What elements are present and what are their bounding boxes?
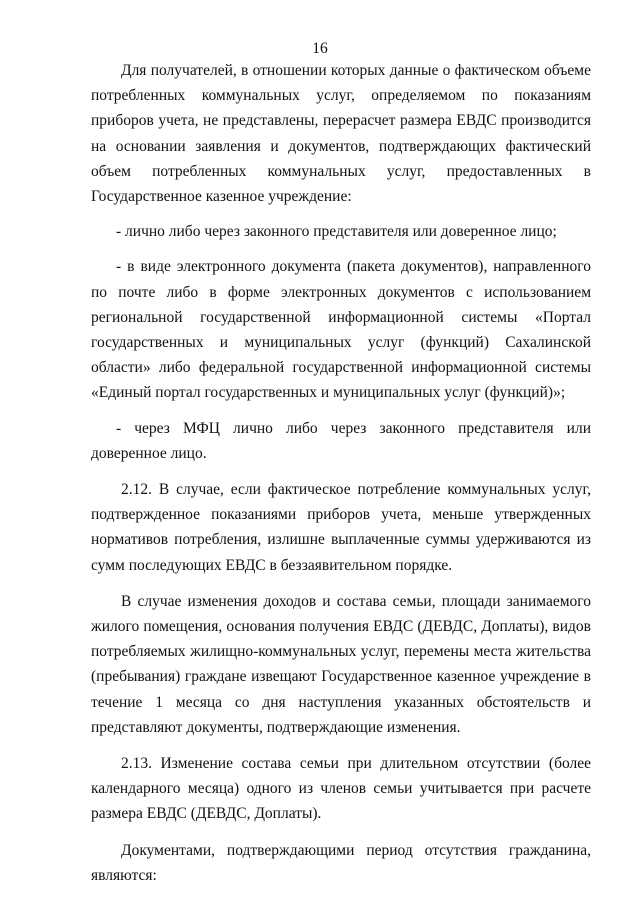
paragraph-2-13: 2.13. Изменение состава семьи при длительном отсутствии (более календарного месяца) одного из членов семьи учитывается при расчете размера ЕВДС (ДЕВДС, Доплаты). (91, 755, 591, 823)
list-item-mfc: - через МФЦ лично либо через законного представителя или доверенное лицо. (91, 419, 591, 462)
paragraph-recalculation: Для получателей, в отношении которых данные о фактическом объеме потребленных коммунальных услуг, определяемом по показаниям приборов учета, не представлены, перерасчет размера ЕВДС производится на основании заявления и документов, подтверждающих фактический объем потребленных коммунальных услуг, предоставленных в Государственное казенное учреждение: (91, 62, 591, 206)
paragraph-changes-notification: В случае изменения доходов и состава семьи, площади занимаемого жилого помещения, основания получения ЕВДС (ДЕВДС, Доплаты), видов потребляемых жилищно-коммунальных услуг, перемены места жительства (пребывания) граждане извещают Государственное казенное учреждение в течение 1 месяца со дня наступления указанных обстоятельств и представляют документы, подтверждающие изменения. (91, 592, 591, 736)
list-item-electronic: - в виде электронного документа (пакета документов), направленного по почте либо в форме электронных документов с использованием региональной государственной информационной системы «Портал государственных и муниципальных услуг (функций) Сахалинской области» либо федеральной государственной информационной системы «Единый портал государственных и муниципальных услуг (функций)»; (91, 258, 591, 402)
list-item-in-person: - лично либо через законного представителя или доверенное лицо; (116, 223, 557, 241)
page-number: 16 (312, 40, 328, 57)
paragraph-2-12: 2.12. В случае, если фактическое потребление коммунальных услуг, подтвержденное показаниями приборов учета, меньше утвержденных нормативов потребления, излишне выплаченные суммы удерживаются из сумм последующих ЕВДС в беззаявительном порядке. (91, 481, 591, 574)
document-body (91, 58, 591, 888)
paragraph-absence-documents: Документами, подтверждающими период отсутствия гражданина, являются: (91, 841, 591, 884)
